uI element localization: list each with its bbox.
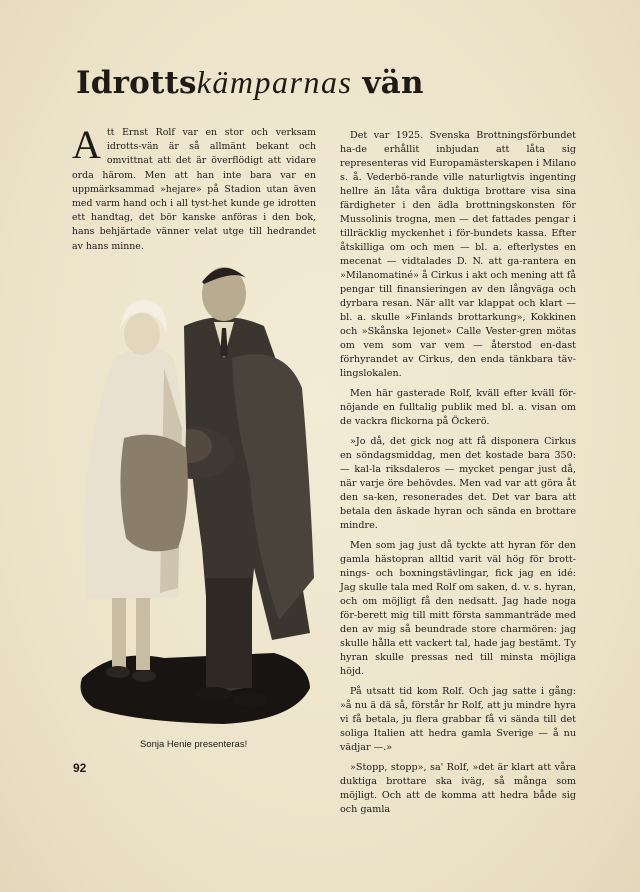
paragraph-4: Men som jag just då tyckte att hyran för den gamla hästopran alltid varit väl hög för brott-nings- och boxningstävlingar, fick jag en idé: Jag skulle tala med Rolf om saken, d. v. s. hyran, och om möjligt få den nedsatt. Jag hade noga för-berett mig till mitt första sammanträde med den av mig så beundrade store charmören: jag skulle hålla ett vackert tal, hade jag bestämt. Ty hyran skulle pressas ned till minsta möjliga höjd.: [340, 540, 576, 677]
right-column: [340, 129, 576, 823]
title-part-2: s: [179, 65, 197, 101]
intro-text: tt Ernst Rolf var en stor och verksam idrotts-vän är så allmänt bekant och omvittnat att det är överflödigt att vidare orda härom. Men att han inte bara var en uppmärksammad »hejare» på Stadion utan även med varm hand och i all tyst-het kunde ge idrotten ett handtag, det bör kanske anföras i den bok, hans behjärtade vänner velat utge till hedrandet av hans minne.: [72, 127, 316, 252]
drop-cap: A: [72, 122, 101, 167]
woman-leg-left: [112, 598, 126, 668]
paragraph-3: »Jo då, det gick nog att få disponera Cirkus en söndagsmiddag, men det kostade bara 350:— kal-la riksdaleros — mycket pengar just då, när varje öre behövdes. Men vad var att göra åt den sa-ken, resonerades det. Det var bara att betala den äskade hyran och sända en brottare mindre.: [340, 436, 576, 531]
title-part-1: Idrott: [76, 65, 180, 101]
man-shoe-right: [232, 693, 268, 707]
title-part-4: vän: [362, 65, 424, 101]
article-title: [76, 64, 424, 101]
photo-caption: Sonja Henie presenteras!: [140, 739, 248, 750]
paragraph-1: Det var 1925. Svenska Brottningsförbundet ha-de erhållit inbjudan att låta sig representeras vid Europamästerskapen i Milano s. å. Vederbö-rande ville naturligtvis ingenting hellre än låta våra duktiga brottare visa sina färdigheter i den ädla brottningskonsten för Mussolinis trogna, men — det fattades pengar i tillräcklig myckenhet i för-bundets kassa. Efter åtskilliga om och men — bl. a. efterlystes en mecenat — vidtalades D. N. att ga-rantera en »Milanomatiné» å Cirkus i akt och mening att få pengar till finansieringen av den långväga och dyrbara resan. När allt var klappat och klart — bl. a. skulle »Finlands brottarkung», Kokkinen och »Skånska lejonet» Calle Vester-gren mötas om vem som var vem — återstod en-dast förhyrandet av Cirkus, den enda tänkbara täv-lingslokalen.: [340, 130, 576, 379]
woman-shoe-right: [132, 670, 156, 682]
photo-sonja-henie-and-ernst-rolf: [74, 248, 318, 728]
woman-leg-right: [136, 598, 150, 670]
woman-muff: [120, 435, 187, 552]
left-column: [72, 122, 316, 260]
man-legs: [206, 578, 252, 688]
paragraph-2: Men här gasterade Rolf, kväll efter kväll för-nöjande en fulltalig publik med bl. a. visan om de vackra flickorna på Öckerö.: [340, 388, 576, 427]
paragraph-5: På utsatt tid kom Rolf. Och jag satte i gång: »å nu ä dä så, förstår hr Rolf, att ju mindre hyra vi få betala, ju flera grabbar få vi sända till det soliga Italien att hedra gamla Sverige — å nu vädjar —.»: [340, 686, 576, 753]
man-shoe-left: [196, 687, 232, 701]
woman-head: [124, 313, 160, 355]
page-number: 92: [73, 761, 87, 775]
paragraph-6: »Stopp, stopp», sa' Rolf, »det är klart att våra duktiga brottare ska iväg, så många som möjligt. Och att de komma att hedra både sig och gamla: [340, 762, 576, 815]
woman-shoe-left: [106, 666, 130, 678]
title-part-3: kämparnas: [196, 64, 353, 100]
intro-paragraph: [72, 122, 316, 254]
